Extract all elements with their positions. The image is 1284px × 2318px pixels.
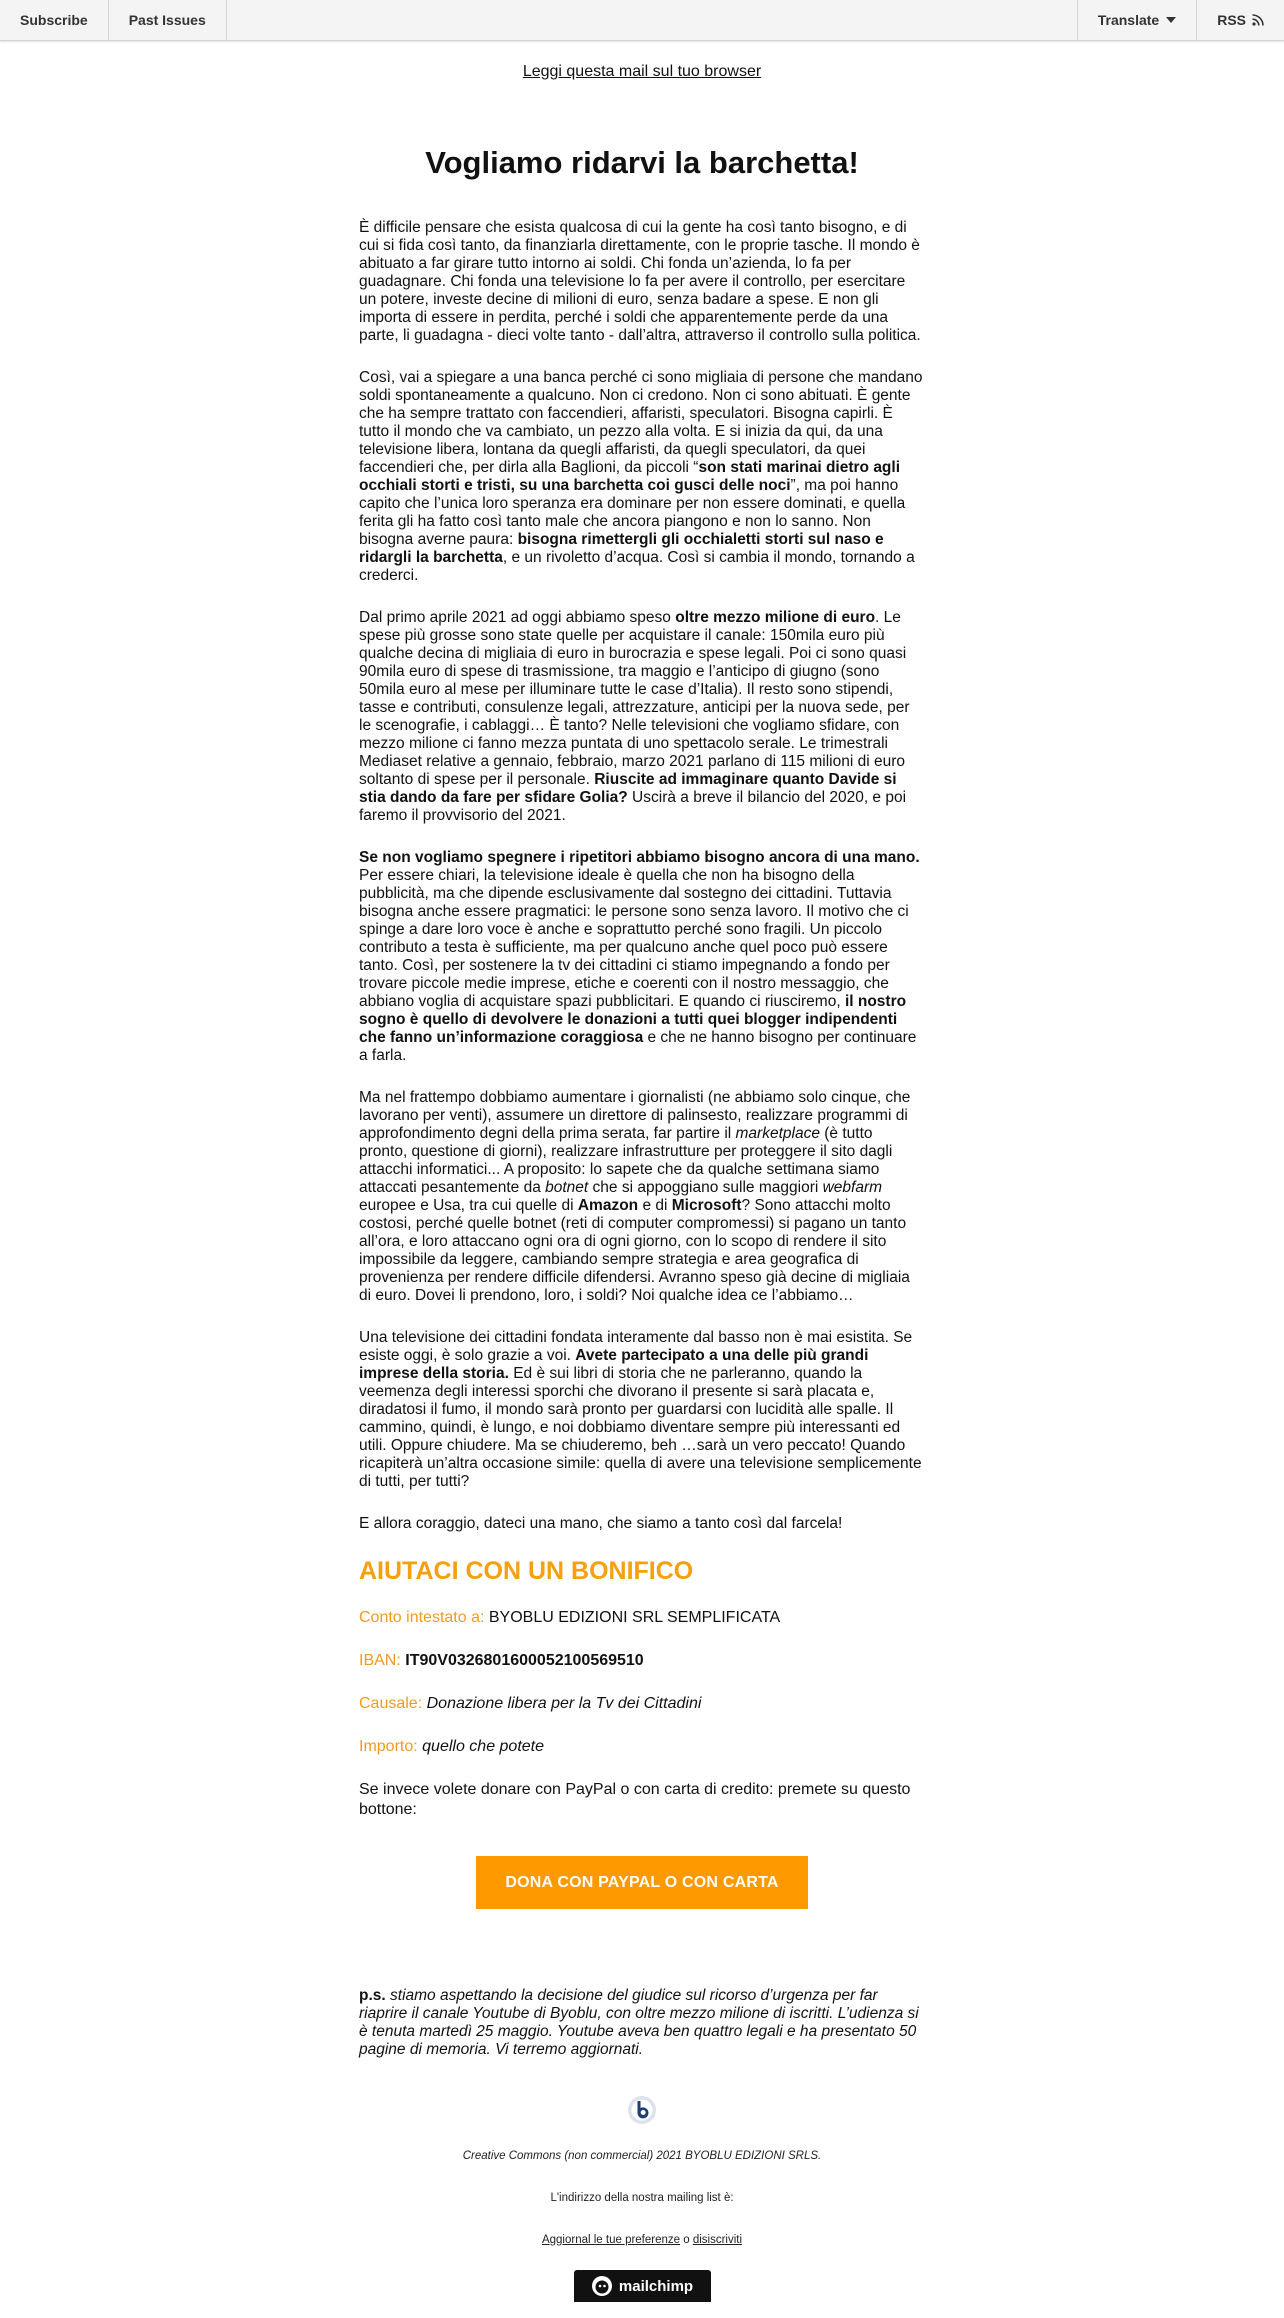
postscript-label: p.s. <box>359 1987 386 2004</box>
footer-copyright-text: Creative Commons (non commercial) 2021 BYOBLU EDIZIONI SRLS. <box>462 2150 822 2162</box>
paragraph-3-text-a: Dal primo aprile 2021 ad oggi abbiamo speso <box>359 609 676 626</box>
paragraph-2 <box>359 369 925 585</box>
mailchimp-badge[interactable] <box>574 2270 711 2302</box>
paragraph-3-bold-a: oltre mezzo milione di euro <box>675 609 876 626</box>
amount-line <box>359 1737 925 1757</box>
reason-label: Causale: <box>359 1695 423 1712</box>
view-in-browser <box>0 63 1284 81</box>
subscribe-label: Subscribe <box>20 12 88 28</box>
paragraph-3-text-c: Uscirà a breve il bilancio del 2020, e poi faremo il provvisorio del 2021. <box>359 789 907 824</box>
top-bar-right <box>1077 0 1284 40</box>
footer-copyright <box>359 2150 925 2162</box>
paragraph-6-text-a: Una televisione dei cittadini fondata interamente dal basso non è mai esistita. Se esiste oggi, è solo grazie a voi. <box>359 1329 913 1364</box>
paragraph-2-text-a: Così, vai a spiegare a una banca perché ci sono migliaia di persone che mandano soldi spontaneamente a qualcuno. Non ci credono. Non ci sono abituati. È gente che ha sempre trattato con faccendieri, affaristi, speculatori. Bisogna capirli. È tutto il mondo che va cambiato, un pezzo alla volta. E si inizia da qui, da una televisione libera, lontana da quegli affaristi, da quegli speculatori, da quei faccendieri che, per dirla alla Baglioni, da piccoli “ <box>359 369 923 476</box>
past-issues-link[interactable] <box>109 0 227 40</box>
rss-icon <box>1252 14 1264 26</box>
paragraph-6-bold-a: Avete partecipato a una delle più grandi imprese della storia. <box>359 1347 869 1382</box>
rss-label: RSS <box>1217 12 1246 28</box>
paragraph-5-text-b: (è tutto pronto, questione di giorni), realizzare infrastrutture per proteggere il sito dagli attacchi informatici... A proposito: lo sapete che da qualche settimana siamo attaccati pesantemente da <box>359 1125 893 1196</box>
chevron-down-icon <box>1166 17 1176 23</box>
paragraph-4-text-a: Per essere chiari, la televisione ideale è quella che non ha bisogno della pubblicità, ma che dipende esclusivamente dal sostegno dei cittadini. Tuttavia bisogna anche essere pragmatici: le persone sono senza lavoro. Il motivo che ci spinge a dare loro voce è anche e soprattutto perché sono fragili. Un piccolo contributo a testa è sufficiente, ma per qualcuno anche quel poco può essere tanto. Così, per sostenere la tv dei cittadini ci stiamo impegnando a fondo per trovare piccole medie imprese, etiche e coerenti con il nostro messaggio, che abbiano voglia di acquistare spazi pubblicitari. E quando ci riusciremo, <box>359 867 909 1010</box>
past-issues-label: Past Issues <box>128 12 206 28</box>
top-bar-left <box>0 0 227 40</box>
iban-value: IT90V0326801600052100569510 <box>405 1652 644 1669</box>
paragraph-7 <box>359 1515 925 1533</box>
paragraph-4-bold-b: il nostro sogno è quello di devolvere le donazioni a tutti quei blogger indipendenti che fanno un’informazione coraggiosa <box>359 993 907 1046</box>
paragraph-5-text-a: Ma nel frattempo dobbiamo aumentare i giornalisti (ne abbiamo solo cinque, che lavorano per venti), assumere un direttore di palinsesto, realizzare programmi di approfondimento degni della prima serata, far partire il <box>359 1089 911 1142</box>
donate-title: AIUTACI CON UN BONIFICO <box>359 1557 694 1585</box>
iban-line <box>359 1651 925 1671</box>
byoblu-logo-icon <box>627 2095 657 2125</box>
paragraph-7-text: E allora coraggio, dateci una mano, che siamo a tanto così dal farcela! <box>359 1515 843 1532</box>
paragraph-1 <box>359 219 925 345</box>
paypal-instructions <box>359 1780 925 1820</box>
paragraph-5-italic-c: webfarm <box>822 1179 883 1196</box>
paragraph-5 <box>359 1089 925 1305</box>
footer-mailing-text: L'indirizzo della nostra mailing list è: <box>550 2192 734 2204</box>
amount-label: Importo: <box>359 1738 418 1755</box>
paragraph-3 <box>359 609 925 825</box>
paragraph-6 <box>359 1329 925 1491</box>
donate-button-wrap <box>359 1856 925 1909</box>
subscribe-link[interactable] <box>0 0 109 40</box>
account-holder-value: BYOBLU EDIZIONI SRL SEMPLIFICATA <box>488 1609 781 1626</box>
footer-links <box>359 2234 925 2246</box>
paragraph-4-text-b: e che ne hanno bisogno per continuare a farla. <box>359 1029 917 1064</box>
donate-paypal-button[interactable]: DONA CON PAYPAL O CON CARTA <box>476 1856 808 1909</box>
paragraph-6-text-b: Ed è sui libri di storia che ne parleranno, quando la veemenza degli interessi sporchi che divorano il presente si sarà placata e, diradatosi il fumo, il mondo sarà pronto per guardarsi con lucidità alle spalle. Il cammino, quindi, è lungo, e noi dobbiamo diventare sempre più interessanti ed utili. Oppure chiudere. Ma se chiuderemo, beh …sarà un vero peccato! Quando ricapiterà un’altra occasione simile: quella di avere una televisione semplicemente di tutti, per tutti? <box>359 1365 922 1490</box>
footer <box>359 2095 925 2302</box>
paragraph-5-italic-a: marketplace <box>735 1125 820 1142</box>
postscript <box>359 1987 925 2059</box>
mailchimp-icon <box>591 2275 613 2297</box>
translate-label: Translate <box>1097 12 1160 28</box>
paragraph-2-bold-b: bisogna rimettergli gli occhialetti storti sul naso e ridargli la barchetta <box>359 531 884 566</box>
email-content <box>359 145 925 2302</box>
reason-line <box>359 1694 925 1714</box>
paragraph-2-bold-a: son stati marinai dietro agli occhiali storti e tristi, su una barchetta coi gusci delle noci <box>359 459 901 494</box>
paragraph-5-bold-b: Microsoft <box>671 1197 742 1214</box>
paypal-instructions-text: Se invece volete donare con PayPal o con carta di credito: premete su questo bottone: <box>359 1781 911 1818</box>
iban-label: IBAN: <box>359 1652 401 1669</box>
page-title: Vogliamo ridarvi la barchetta! <box>425 145 859 180</box>
paragraph-3-bold-b: Riuscite ad immaginare quanto Davide si stia dando da fare per sfidare Golia? <box>359 771 897 806</box>
paragraph-3-text-b: . Le spese più grosse sono state quelle per acquistare il canale: 150mila euro più qualche decina di migliaia di euro in burocrazia e spese legali. Poi ci sono quasi 90mila euro di spese di trasmissione, tra maggio e l’anticipo di giugno (sono 50mila euro al mese per illuminare tutte le case d’Italia). Il resto sono stipendi, tasse e contributi, consulenze legali, attrezzature, anticipi per la nuova sede, per le scenografie, i cablaggi… È tanto? Nelle televisioni che vogliamo sfidare, con mezzo milione ci fanno mezza puntata di uno spettacolo serale. Le trimestrali Mediaset relative a gennaio, febbraio, marzo 2021 parlano di 115 milioni di euro soltanto di spese per il personale. <box>359 609 910 788</box>
paragraph-5-text-f: ? Sono attacchi molto costosi, perché quelle botnet (reti di computer compromessi) si pagano un tanto all’ora, e loro attaccano ogni ora di ogni giorno, con lo scopo di rendere il sito impossibile da leggere, cambiando sempre strategia e area geografica di provenienza per rendere difficile difendersi. Avranno speso già decine di migliaia di euro. Dovei li prendono, loro, i soldi? Noi qualche idea ce l’abbiamo… <box>359 1197 910 1304</box>
unsubscribe-link[interactable]: disiscriviti <box>692 2234 743 2246</box>
translate-dropdown[interactable] <box>1077 0 1196 40</box>
paragraph-5-text-e: e di <box>638 1197 672 1214</box>
rss-link[interactable] <box>1196 0 1284 40</box>
footer-or-text: o <box>680 2234 693 2246</box>
paragraph-4 <box>359 849 925 1065</box>
view-in-browser-link[interactable]: Leggi questa mail sul tuo browser <box>522 63 762 80</box>
amount-value: quello che potete <box>422 1738 545 1755</box>
mailchimp-label: mailchimp <box>618 2277 694 2295</box>
footer-mailing <box>359 2192 925 2204</box>
paragraph-1-text: È difficile pensare che esista qualcosa di cui la gente ha così tanto bisogno, e di cui si fida così tanto, da finanziarla direttamente, con le proprie tasche. Il mondo è abituato a far girare tutto intorno ai soldi. Chi fonda un’azienda, lo fa per guadagnare. Chi fonda una televisione lo fa per avere il controllo, per esercitare un potere, investe decine di milioni di euro, senza badare a spese. E non gli importa di essere in perdita, perché i soldi che apparentemente perde da una parte, li guadagna - dieci volte tanto - dall’altra, attraverso il controllo sulla politica. <box>359 219 921 344</box>
postscript-text: stiamo aspettando la decisione del giudice sul ricorso d’urgenza per far riaprire il canale Youtube di Byoblu, con oltre mezzo milione di iscritti. L’udienza si è tenuta martedì 25 maggio. Youtube aveva ben quattro legali e ha presentato 50 pagine di memoria. Vi terremo aggiornati. <box>359 1987 919 2058</box>
paragraph-2-text-c: , e un rivoletto d’acqua. Così si cambia il mondo, tornando a crederci. <box>359 549 915 584</box>
account-holder-label: Conto intestato a: <box>359 1609 485 1626</box>
paragraph-2-text-b: ”, ma poi hanno capito che l’unica loro speranza era dominare per non essere dominati, e quella ferita gli ha fatto così tanto male che ancora piangono e non lo sanno. Non bisogna averne paura: <box>359 477 906 548</box>
paragraph-5-italic-b: botnet <box>545 1179 589 1196</box>
paragraph-5-text-c: che si appoggiano sulle maggiori <box>588 1179 823 1196</box>
update-preferences-link[interactable]: Aggiornal le tue preferenze <box>541 2234 681 2246</box>
paragraph-5-text-d: europee e Usa, tra cui quelle di <box>359 1197 578 1214</box>
paragraph-5-bold-a: Amazon <box>577 1197 639 1214</box>
reason-value: Donazione libera per la Tv dei Cittadini <box>426 1695 702 1712</box>
top-bar <box>0 0 1284 41</box>
paragraph-4-bold-a: Se non vogliamo spegnere i ripetitori abbiamo bisogno ancora di una mano. <box>359 849 920 866</box>
account-holder-line <box>359 1608 925 1628</box>
